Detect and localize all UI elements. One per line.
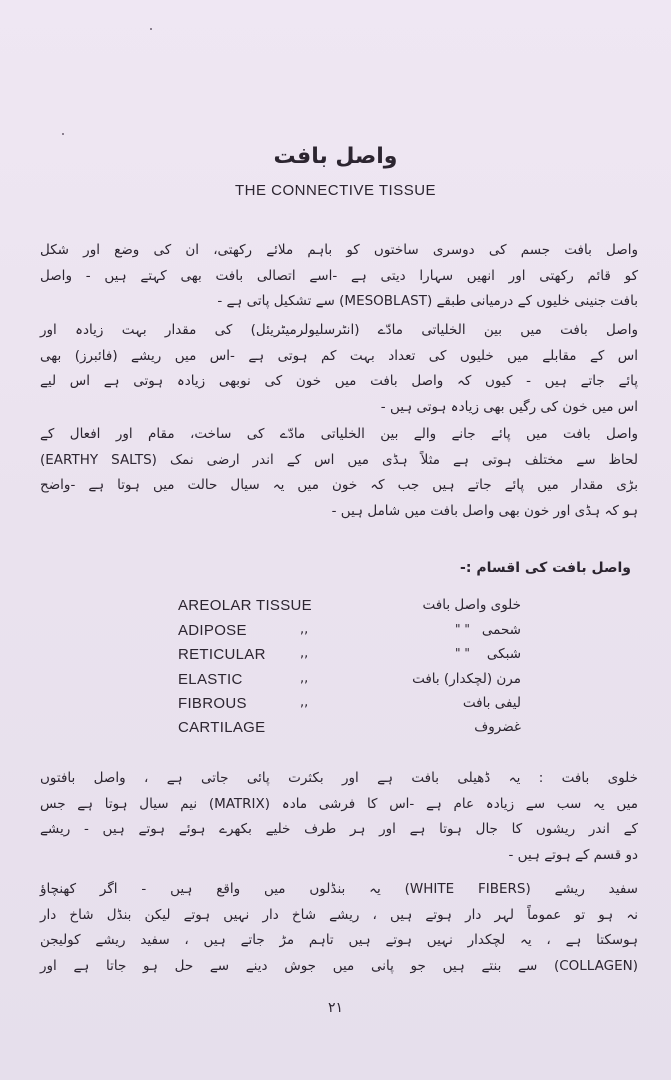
page-number: ۲۱ xyxy=(327,1000,344,1016)
type-urdu: شحمی xyxy=(481,622,521,638)
paragraph-areolar xyxy=(40,766,638,868)
type-urdu: خلوی واصل بافت xyxy=(422,597,521,613)
ditto-mark: ,, xyxy=(300,695,309,710)
page-title-urdu: واصل بافت xyxy=(273,144,398,169)
speck xyxy=(150,28,152,30)
text-line: کے اندر ریشوں کا جال ہوتا ہے اور ہر طرف خلیے بکھرے ہوئے ہوتے ہیں - ریشے xyxy=(40,821,638,837)
type-english: AREOLAR TISSUE xyxy=(178,597,312,614)
text-line: ہوسکتا ہے ، یہ لچکدار نہیں ہوتے ہیں تاہم مڑ جاتے ہیں ، سفید ریشے کولیجن xyxy=(40,932,638,948)
type-urdu: لیفی بافت xyxy=(462,695,521,711)
ditto-mark-urdu: " " xyxy=(455,622,470,636)
type-row xyxy=(0,671,671,695)
text-line: بافت جنینی خلیوں کے درمیانی طبقے (MESOBLAST) سے تشکیل پاتی ہے - xyxy=(217,293,638,309)
page-title-english: THE CONNECTIVE TISSUE xyxy=(234,182,437,199)
text-line: لحاظ سے مختلف ہوتی ہے مثلاً ہڈی میں اس کے اندر ارضی نمک (EARTHY SALTS) xyxy=(40,451,638,468)
types-heading: واصل بافت کی اقسام :- xyxy=(460,560,631,576)
ditto-mark: ,, xyxy=(300,622,309,637)
ditto-mark: ,, xyxy=(300,646,309,661)
type-row xyxy=(0,646,671,670)
text-line: دو قسم کے ہوتے ہیں - xyxy=(508,846,638,863)
text-line: واصل بافت جسم کی دوسری ساختوں کو باہم ملائے رکھتی، ان کی وضع اور شکل xyxy=(40,242,638,258)
paragraph-white-fibers xyxy=(40,877,638,979)
type-urdu: غضروف xyxy=(474,719,521,735)
text-line: سفید ریشے (WHITE FIBERS) یہ بنڈلوں میں واقع ہیں - اگر کھنچاؤ xyxy=(40,881,638,897)
paragraph-matrix xyxy=(40,318,638,420)
type-row xyxy=(0,597,671,621)
type-english: ELASTIC xyxy=(178,671,243,688)
type-english: RETICULAR xyxy=(178,646,266,663)
text-line: نہ ہو تو عموماً لہر دار ہوتے ہیں ، ریشے شاخ دار نہیں ہوتے لیکن بنڈل شاخ دار xyxy=(40,906,638,923)
text-line: بڑی مقدار میں پائے جاتے ہیں جب کہ خون میں یہ سیال حالت میں ہوتا ہے -واضح xyxy=(40,477,638,493)
ditto-mark-urdu: " " xyxy=(455,646,470,660)
text-line: میں یہ سب سے زیادہ عام ہے -اس کا فرشی مادہ (MATRIX) نیم سیال ہوتا ہے جس xyxy=(40,795,638,812)
speck xyxy=(62,133,64,135)
type-english: CARTILAGE xyxy=(178,719,266,736)
type-english: ADIPOSE xyxy=(178,622,247,639)
ditto-mark: ,, xyxy=(300,671,309,686)
type-english: FIBROUS xyxy=(178,695,247,712)
type-row xyxy=(0,622,671,646)
text-line: واصل بافت میں پائے جانے والے بین الخلیاتی مادّے کی ساخت، مقام اور افعال کے xyxy=(40,426,638,442)
text-line: کو قائم رکھتی اور انھیں سہارا دیتی ہے -اسے اتصالی بافت بھی کہتے ہیں - واصل xyxy=(40,267,638,284)
text-line: پائے جاتے ہیں - کیوں کہ واصل بافت میں خون کی نوبھی زیادہ ہوتی ہے اس لیے xyxy=(40,373,638,389)
text-line: اس کے مقابلے میں خلیوں کی تعداد بہت کم ہوتی ہے -اس میں ریشے (فائبرز) بھی xyxy=(40,347,638,364)
text-line: (COLLAGEN) سے بنتے ہیں جو پانی میں جوش دینے سے حل ہو جاتا ہے اور xyxy=(40,957,638,974)
types-list xyxy=(0,597,671,747)
text-line: اس میں خون کی رگیں بھی زیادہ ہوتی ہیں - xyxy=(380,398,638,415)
text-line: واصل بافت میں بین الخلیاتی مادّے (انٹرسلیولرمیٹریئل) کی مقدار بہت زیادہ اور xyxy=(40,322,638,338)
paragraph-intro xyxy=(40,238,638,315)
type-urdu: مرن (لچکدار) بافت xyxy=(412,671,521,687)
type-row xyxy=(0,695,671,719)
paragraph-structure xyxy=(40,422,638,524)
text-line: ہو کہ ہڈی اور خون بھی واصل بافت میں شامل ہیں - xyxy=(331,502,638,519)
type-urdu: شبکی xyxy=(486,646,521,662)
type-row xyxy=(0,719,671,743)
text-line: خلوی بافت : یہ ڈھیلی بافت ہے اور بکثرت پائی جاتی ہے ، واصل بافتوں xyxy=(40,770,638,786)
